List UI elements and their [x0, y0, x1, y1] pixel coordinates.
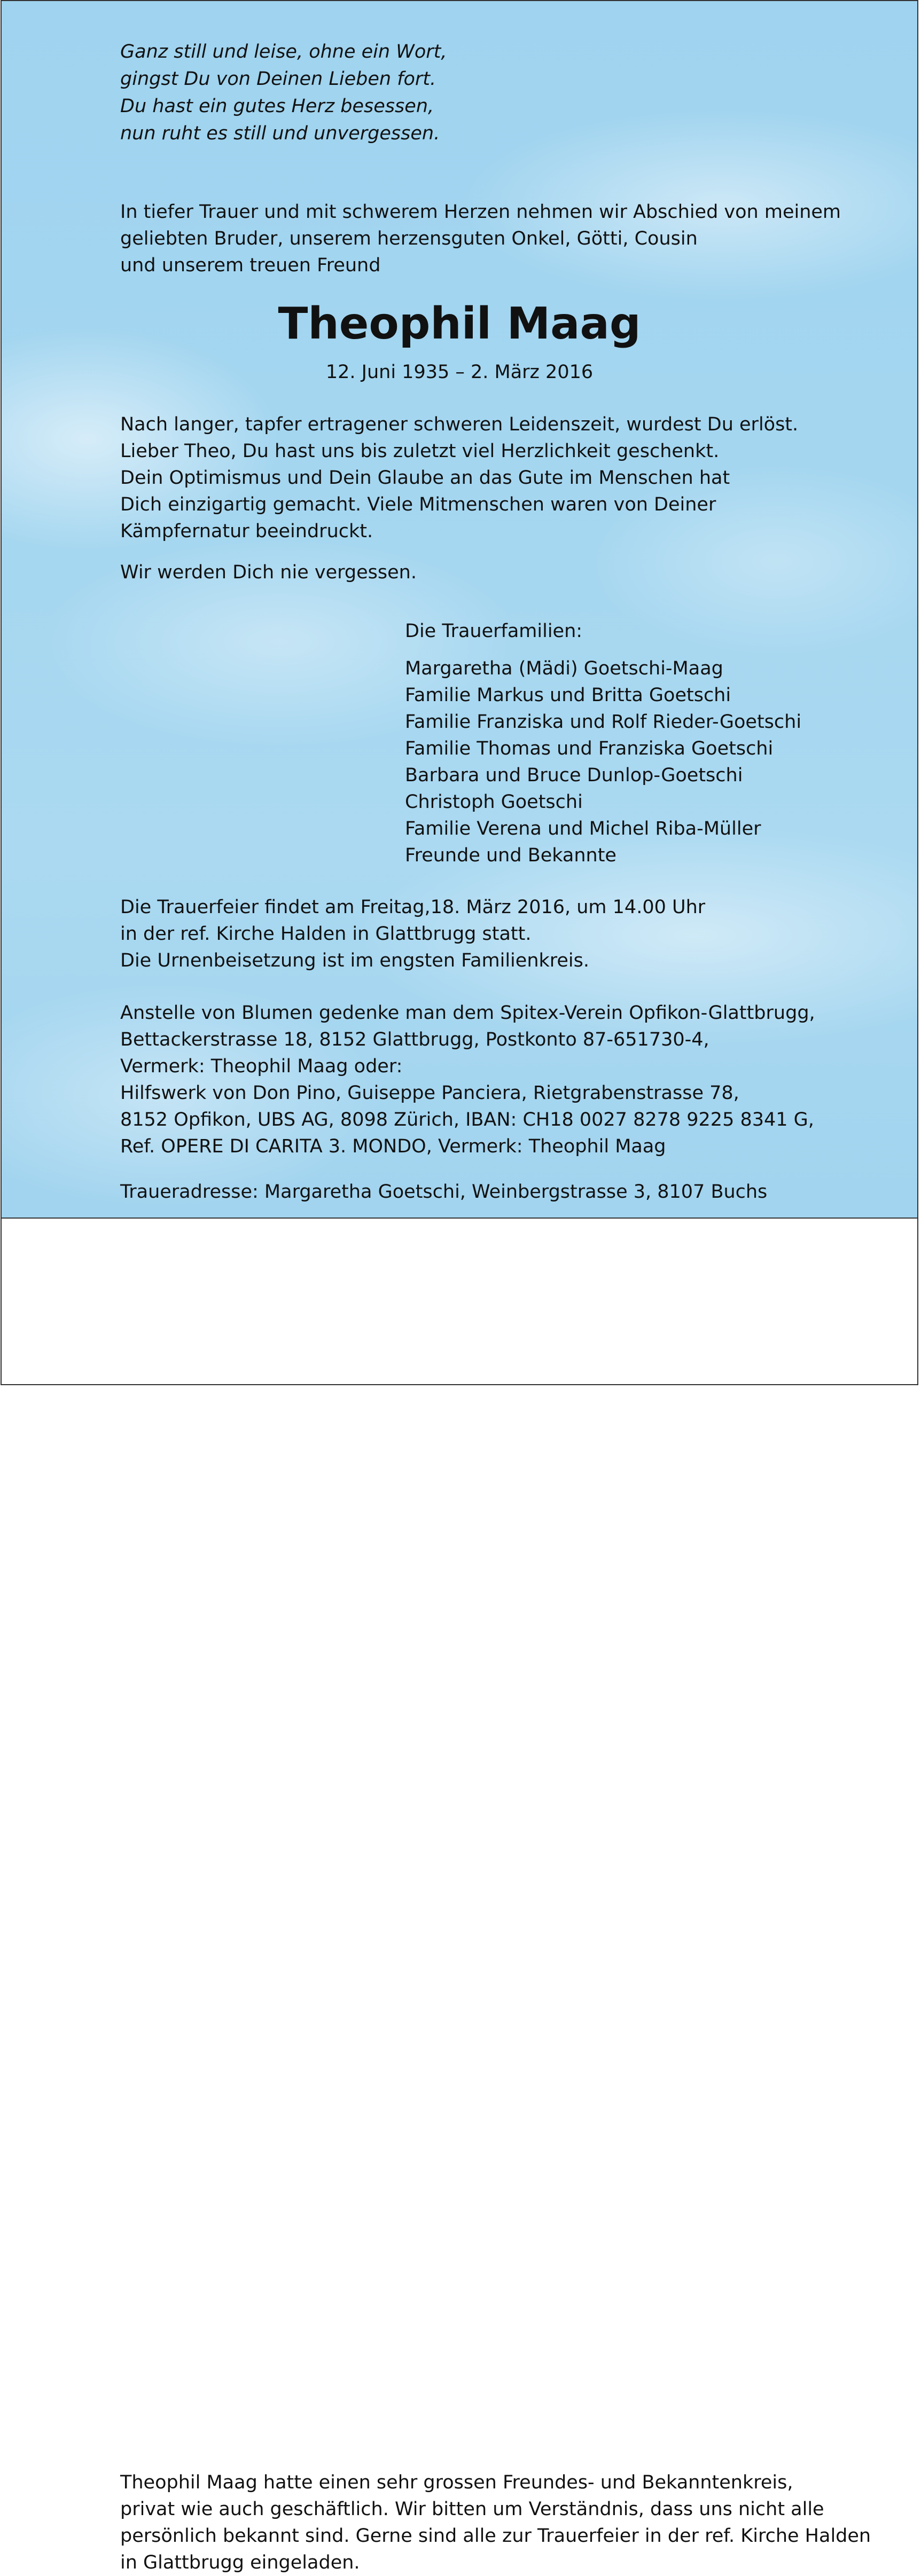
donation-line: Ref. OPERE DI CARITA 3. MONDO, Vermerk: Theophil Maag [120, 1136, 666, 1157]
notice-line: privat wie auch geschäftlich. Wir bitten um Verständnis, dass uns nicht alle [120, 2499, 824, 2520]
intro-line: und unserem treuen Freund [120, 255, 381, 276]
donation-line: Hilfswerk von Don Pino, Guiseppe Panciera, Rietgrabenstrasse 78, [120, 1082, 739, 1104]
deceased-name [2, 297, 917, 351]
poem [120, 38, 447, 147]
intro-line: geliebten Bruder, unserem herzensguten Onkel, Götti, Cousin [120, 228, 698, 249]
poem-line: nun ruht es still und unvergessen. [120, 123, 440, 144]
family-name: Margaretha (Mädi) Goetschi-Maag [405, 658, 723, 679]
family-name: Christoph Goetschi [405, 791, 583, 813]
tribute-line: Dein Optimismus und Dein Glaube an das Gute im Menschen hat [120, 467, 730, 489]
notice-line: persönlich bekannt sind. Gerne sind alle zur Trauerfeier in der ref. Kirche Halden [120, 2525, 871, 2547]
tribute-line: Lieber Theo, Du hast uns bis zuletzt viel Herzlichkeit geschenkt. [120, 441, 720, 462]
notice-line: in Glattbrugg eingeladen. [120, 2552, 360, 2573]
service-line: in der ref. Kirche Halden in Glattbrugg statt. [120, 923, 532, 945]
sky-background [2, 1, 917, 1219]
notice-box [2, 1219, 917, 2573]
mourning-address: Traueradresse: Margaretha Goetschi, Weinbergstrasse 3, 8107 Buchs [120, 1181, 768, 1203]
poem-line: Du hast ein gutes Herz besessen, [120, 96, 434, 117]
notice-line: Theophil Maag hatte einen sehr grossen Freundes- und Bekanntenkreis, [120, 2472, 793, 2493]
tribute-line: Dich einzigartig gemacht. Viele Mitmenschen waren von Deiner [120, 494, 716, 515]
life-dates: 12. Juni 1935 – 2. März 2016 [325, 362, 594, 383]
poem-line: Ganz still und leise, ohne ein Wort, [120, 41, 447, 62]
intro-text [120, 199, 841, 279]
service-info [120, 894, 705, 974]
tribute-line: Nach langer, tapfer ertragener schweren Leidenszeit, wurdest Du erlöst. [120, 414, 799, 435]
poem-line: gingst Du von Deinen Lieben fort. [120, 68, 436, 90]
mourning-families [405, 618, 801, 869]
donation-info [120, 1000, 815, 1160]
family-name: Familie Markus und Britta Goetschi [405, 685, 731, 706]
donation-line: Vermerk: Theophil Maag oder: [120, 1056, 403, 1077]
donation-line: 8152 Opfikon, UBS AG, 8098 Zürich, IBAN: CH18 0027 8278 9225 8341 G, [120, 1109, 814, 1130]
families-heading: Die Trauerfamilien: [405, 621, 583, 642]
family-name: Familie Thomas und Franziska Goetschi [405, 738, 774, 759]
family-name: Barbara und Bruce Dunlop-Goetschi [405, 765, 743, 786]
deceased-name-text: Theophil Maag [278, 299, 641, 349]
service-line: Die Trauerfeier findet am Freitag,18. März 2016, um 14.00 Uhr [120, 897, 706, 918]
notice-text [120, 2469, 871, 2576]
tribute-line: Kämpfernatur beeindruckt. [120, 521, 373, 542]
family-name: Freunde und Bekannte [405, 845, 616, 866]
obituary-frame [1, 0, 918, 2573]
family-name: Familie Verena und Michel Riba-Müller [405, 818, 761, 839]
family-name: Familie Franziska und Rolf Rieder-Goetschi [405, 711, 802, 733]
intro-line: In tiefer Trauer und mit schwerem Herzen nehmen wir Abschied von meinem [120, 201, 841, 223]
donation-line: Bettackerstrasse 18, 8152 Glattbrugg, Postkonto 87-651730-4, [120, 1029, 709, 1050]
tribute-text [120, 411, 798, 545]
service-line: Die Urnenbeisetzung ist im engsten Familienkreis. [120, 950, 590, 971]
donation-line: Anstelle von Blumen gedenke man dem Spitex-Verein Opfikon-Glattbrugg, [120, 1002, 815, 1024]
farewell-line: Wir werden Dich nie vergessen. [120, 562, 417, 583]
